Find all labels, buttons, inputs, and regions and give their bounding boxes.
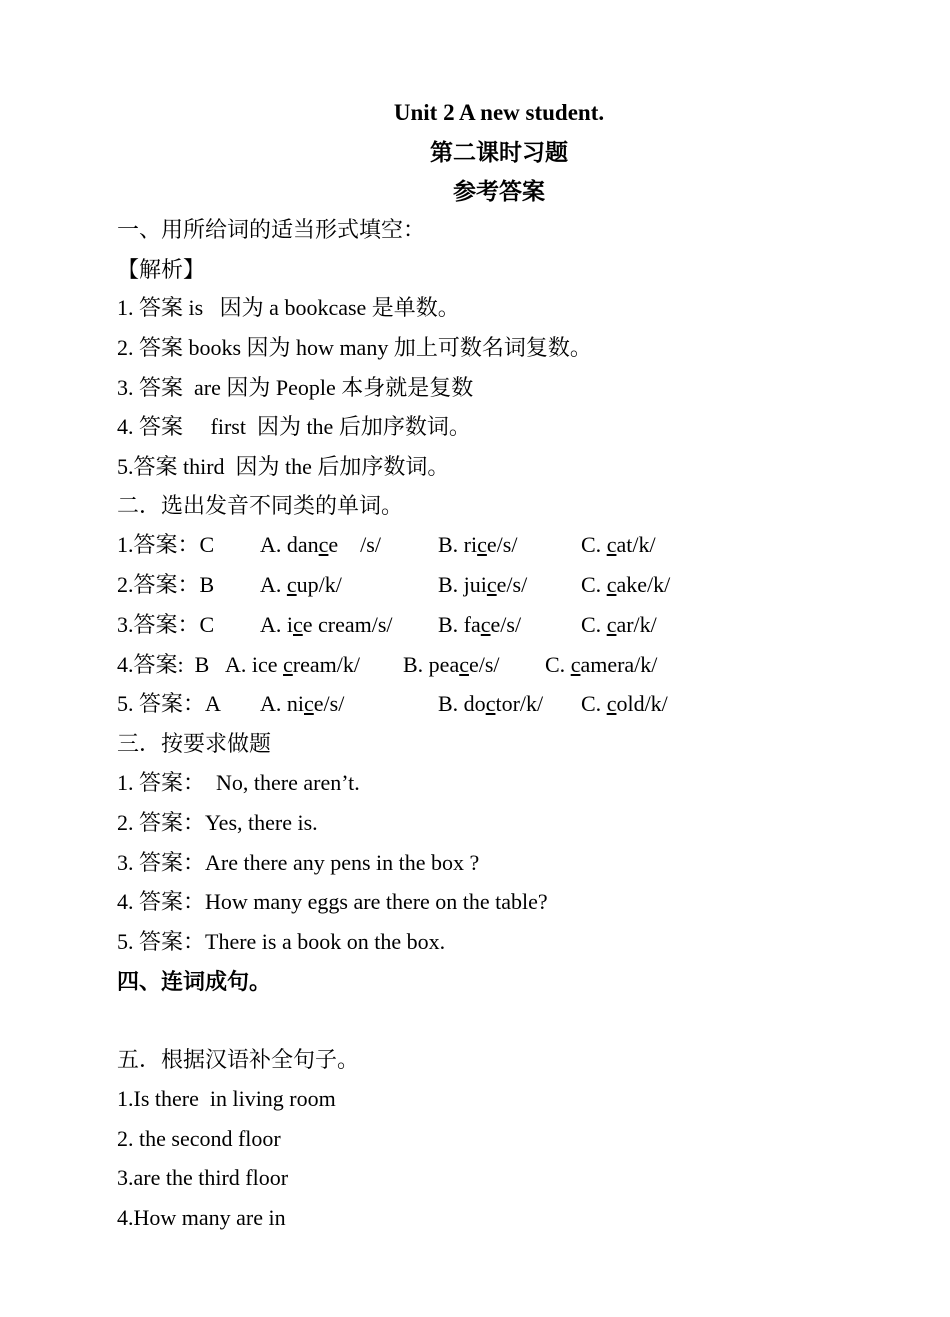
phonics-option-a: A. dance /s/ [260,532,381,557]
section5-item: 2. the second floor [117,1126,281,1151]
section1-item: 2. 答案 books 因为 how many 加上可数名词复数。 [117,335,592,360]
section2-heading: 二．选出发音不同类的单词。 [117,493,404,518]
phonics-answer: 1.答案：C [117,532,215,557]
section3-item: 5. 答案：There is a book on the box. [117,929,446,954]
phonics-row [117,689,817,719]
section4-heading: 四、连词成句。 [117,969,272,994]
phonics-row [117,610,817,640]
phonics-option-c: C. cake/k/ [581,572,671,597]
section3-heading: 三．按要求做题 [117,731,272,756]
phonics-option-c: C. cat/k/ [581,532,656,557]
document-title: Unit 2 A new student. [393,100,605,125]
phonics-option-c: C. cold/k/ [581,691,668,716]
phonics-option-a: A. nice/s/ [260,691,345,716]
section5-item: 1.Is there in living room [117,1086,336,1111]
section1-item: 4. 答案 first 因为 the 后加序数词。 [117,414,471,439]
phonics-option-b: B. doctor/k/ [438,691,544,716]
answer-key-heading: 参考答案 [453,179,545,204]
section3-item: 1. 答案： No, there aren’t. [117,770,360,795]
phonics-answer: 4.答案: B [117,652,210,677]
section3-item: 3. 答案：Are there any pens in the box ? [117,850,480,875]
section1-heading: 一、用所给词的适当形式填空： [117,217,426,242]
section5-heading: 五．根据汉语补全句子。 [117,1047,360,1072]
phonics-row [117,570,817,600]
phonics-option-b: B. peace/s/ [403,652,500,677]
section1-item: 5.答案 third 因为 the 后加序数词。 [117,454,450,479]
phonics-option-a: A. ice cream/k/ [225,652,360,677]
section3-item: 4. 答案：How many eggs are there on the table? [117,889,548,914]
phonics-option-c: C. camera/k/ [545,652,658,677]
analysis-label: 【解析】 [117,257,206,282]
section1-item: 3. 答案 are 因为 People 本身就是复数 [117,375,474,400]
phonics-option-b: B. rice/s/ [438,532,518,557]
phonics-option-b: B. juice/s/ [438,572,528,597]
phonics-answer: 2.答案：B [117,572,215,597]
phonics-option-c: C. car/k/ [581,612,657,637]
phonics-option-a: A. ice cream/s/ [260,612,393,637]
phonics-option-b: B. face/s/ [438,612,522,637]
document-subtitle: 第二课时习题 [430,140,568,165]
phonics-answer: 5. 答案：A [117,691,221,716]
section5-item: 3.are the third floor [117,1165,289,1190]
section5-item: 4.How many are in [117,1205,286,1230]
phonics-option-a: A. cup/k/ [260,572,342,597]
section1-item: 1. 答案 is 因为 a bookcase 是单数。 [117,295,460,320]
phonics-row [117,530,817,560]
section3-item: 2. 答案：Yes, there is. [117,810,318,835]
phonics-row [117,650,817,680]
phonics-answer: 3.答案：C [117,612,215,637]
